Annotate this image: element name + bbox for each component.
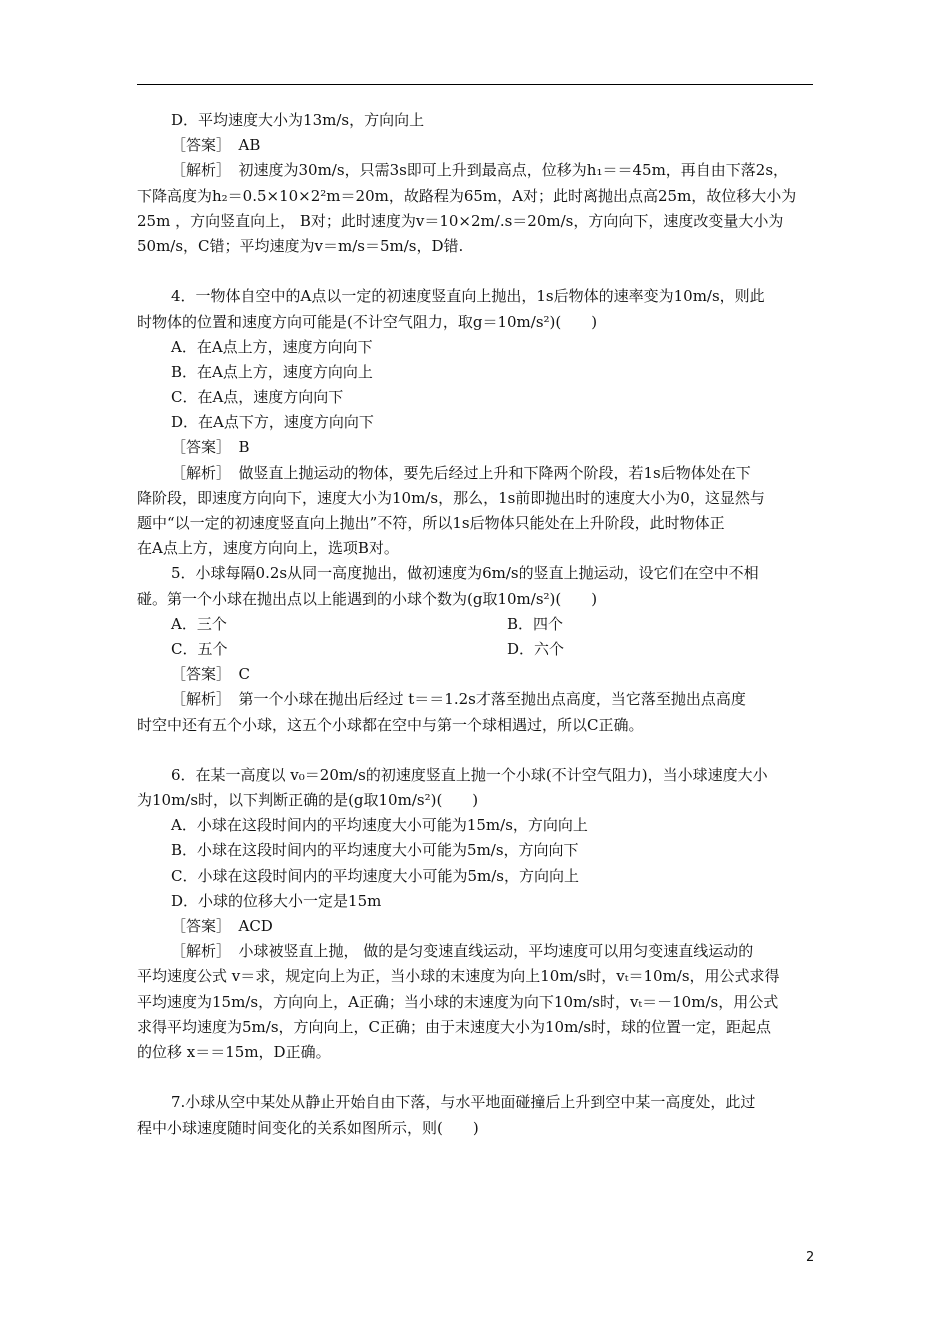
q5-option-b: B．四个 — [507, 614, 564, 633]
q6-stem: 为10m/s时，以下判断正确的是(g取10m/s²)( ) — [137, 791, 479, 810]
q5-stem: 碰。第一个小球在抛出点以上能遇到的小球个数为(g取10m/s²)( ) — [137, 589, 598, 608]
q6-option-c: C．小球在这段时间内的平均速度大小可能为5m/s，方向向上 — [171, 866, 579, 885]
q7-stem: 程中小球速度随时间变化的关系如图所示，则( ) — [137, 1118, 479, 1137]
header-rule — [137, 84, 813, 85]
page-number: 2 — [806, 1250, 815, 1265]
answer-3: ［答案］ AB — [171, 136, 261, 155]
q5-analysis: 时空中还有五个小球，这五个小球都在空中与第一个球相遇过，所以C正确。 — [137, 715, 644, 734]
q6-option-b: B．小球在这段时间内的平均速度大小可能为5m/s，方向向下 — [171, 841, 579, 860]
q5-answer: ［答案］ C — [171, 665, 250, 684]
q6-analysis: ［解析］ 小球被竖直上抛， 做的是匀变速直线运动，平均速度可以用匀变速直线运动的 — [171, 942, 754, 961]
q6-stem: 6．在某一高度以 v₀＝20m/s的初速度竖直上抛一个小球(不计空气阻力)，当小球速度大小 — [171, 765, 768, 784]
q6-analysis: 平均速度为15m/s，方向向上，A正确；当小球的末速度为向下10m/s时，vₜ＝－10m/s，用公式 — [137, 992, 779, 1011]
q4-stem: 4．一物体自空中的A点以一定的初速度竖直向上抛出，1s后物体的速率变为10m/s，则此 — [171, 287, 765, 306]
q4-analysis: 在A点上方，速度方向向上，选项B对。 — [137, 539, 399, 558]
page-body — [137, 108, 813, 1141]
analysis-3-line: 下降高度为h₂＝0.5×10×2²m＝20m，故路程为65m，A对；此时离抛出点高25m，故位移大小为 — [137, 186, 797, 205]
q4-analysis: ［解析］ 做竖直上抛运动的物体，要先后经过上升和下降两个阶段，若1s后物体处在下 — [171, 463, 751, 482]
q4-option-c: C．在A点，速度方向向下 — [171, 388, 344, 407]
q6-analysis: 平均速度公式 v＝求，规定向上为正，当小球的末速度为向上10m/s时，vₜ＝10m/s，用公式求得 — [137, 967, 780, 986]
q5-stem: 5．小球每隔0.2s从同一高度抛出，做初速度为6m/s的竖直上抛运动，设它们在空中不相 — [171, 564, 759, 583]
q6-option-a: A．小球在这段时间内的平均速度大小可能为15m/s，方向向上 — [171, 816, 588, 835]
analysis-3-line: ［解析］ 初速度为30m/s，只需3s即可上升到最高点，位移为h₁＝＝45m，再自由下落2s， — [171, 161, 789, 180]
q4-analysis: 题中“以一定的初速度竖直向上抛出”不符，所以1s后物体只能处在上升阶段，此时物体正 — [137, 514, 725, 532]
analysis-3-line: 50m/s，C错；平均速度为v＝m/s＝5m/s，D错. — [137, 236, 464, 255]
q4-option-d: D．在A点下方，速度方向向下 — [171, 413, 374, 432]
q4-stem: 时物体的位置和速度方向可能是(不计空气阻力，取g＝10m/s²)( ) — [137, 312, 598, 331]
option-d: D．平均速度大小为13m/s，方向向上 — [171, 111, 425, 129]
q5-options-row — [137, 637, 813, 662]
q4-option-b: B．在A点上方，速度方向向上 — [171, 362, 373, 381]
q5-options-row — [137, 612, 813, 637]
analysis-3-line: 25m ，方向竖直向上， B对；此时速度为v＝10×2m/.s＝20m/s，方向向下，速度改变量大小为 — [137, 211, 784, 230]
q6-analysis: 求得平均速度为5m/s，方向向上，C正确；由于末速度大小为10m/s时，球的位置一定，距起点 — [137, 1017, 772, 1036]
q6-option-d: D．小球的位移大小一定是15m — [171, 891, 382, 910]
q4-answer: ［答案］ B — [171, 438, 250, 457]
q5-option-d: D．六个 — [507, 639, 565, 658]
q4-option-a: A．在A点上方，速度方向向下 — [171, 337, 373, 356]
q5-analysis: ［解析］ 第一个小球在抛出后经过 t＝＝1.2s才落至抛出点高度，当它落至抛出点高度 — [171, 690, 746, 709]
q6-answer: ［答案］ ACD — [171, 917, 273, 935]
q7-stem: 7.小球从空中某处从静止开始自由下落，与水平地面碰撞后上升到空中某一高度处，此过 — [171, 1093, 756, 1112]
q5-option-a: A．三个 — [171, 614, 227, 633]
q6-analysis: 的位移 x＝＝15m，D正确。 — [137, 1042, 331, 1061]
q4-analysis: 降阶段，即速度方向向下，速度大小为10m/s，那么，1s前即抛出时的速度大小为0，这显然与 — [137, 488, 765, 507]
q5-option-c: C．五个 — [171, 639, 228, 658]
